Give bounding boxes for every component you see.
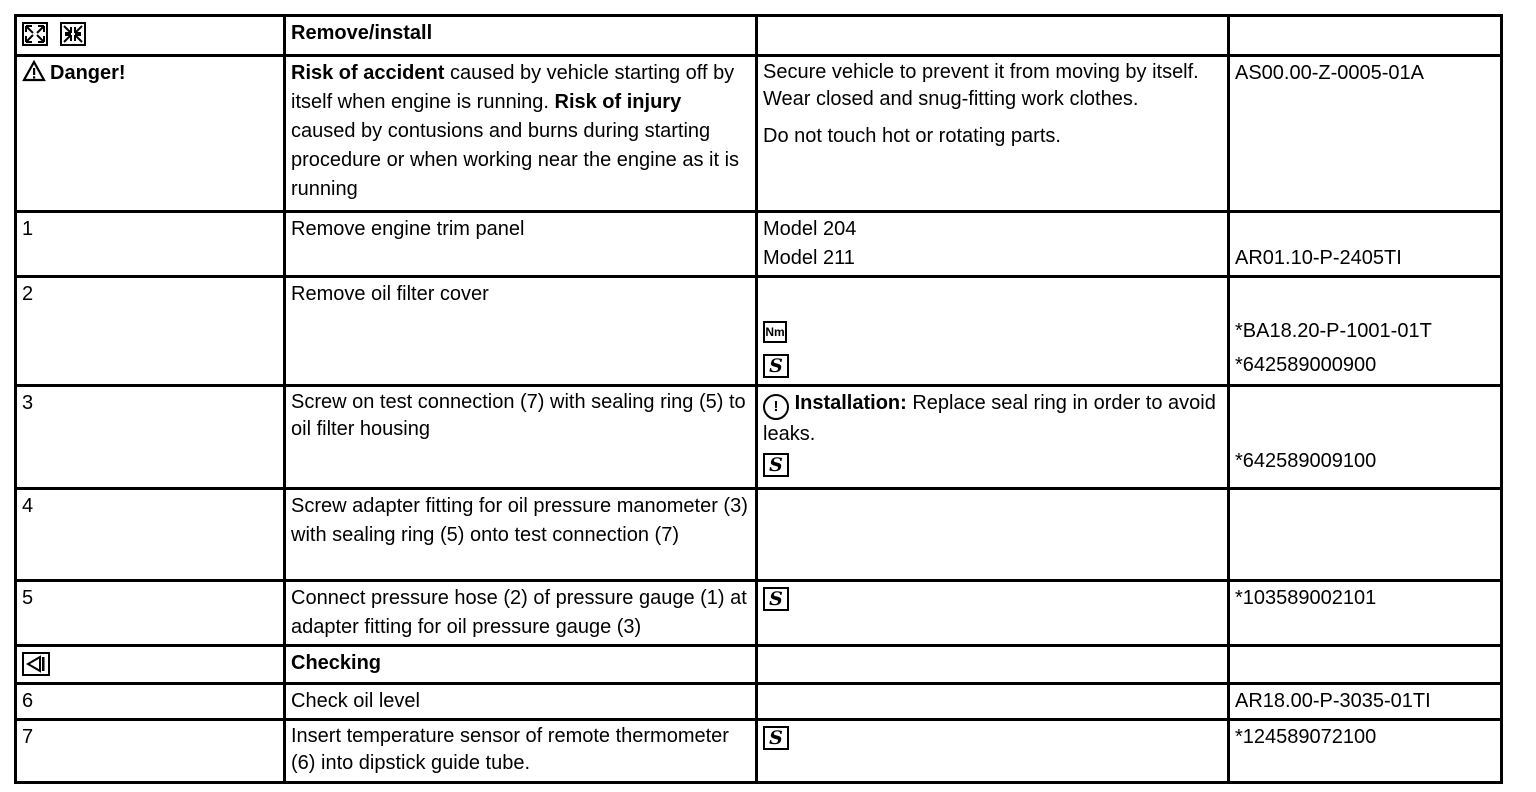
procedure-table: [14, 14, 1503, 784]
step-ref-cell: [1229, 720, 1502, 783]
step-text-cell: [285, 277, 757, 386]
danger-text-1: caused by vehicle starting off by itself when engine is running.: [291, 62, 735, 113]
step-num-cell: [16, 386, 285, 489]
step-text: Remove oil filter cover: [291, 283, 489, 305]
model-note-2: Model 211: [763, 247, 855, 269]
step-note-cell: [757, 684, 1229, 720]
danger-ref[interactable]: AS00.00-Z-0005-01A: [1235, 62, 1425, 84]
danger-bold-2: Risk of injury: [554, 91, 682, 113]
step-text: Screw adapter fitting for oil pressure manometer (3) with sealing ring (5) onto test connection (7): [291, 495, 748, 546]
step-note-cell: [757, 212, 1229, 277]
step-text: Insert temperature sensor of remote thermometer (6) into dipstick guide tube.: [291, 725, 729, 774]
section-title: Remove/install: [291, 22, 433, 44]
step-number: 2: [22, 283, 34, 305]
step-num-cell: [16, 277, 285, 386]
header-row: [16, 16, 1502, 56]
special-tool-icon[interactable]: S: [763, 726, 789, 750]
step-number: 5: [22, 587, 34, 609]
step-row-5: [16, 581, 1502, 646]
installation-info-icon: !: [763, 394, 789, 420]
step-row-3: [16, 386, 1502, 489]
danger-label-cell: [16, 56, 285, 212]
tool-ref-link[interactable]: *642589009100: [1235, 450, 1377, 472]
step-ref-cell: [1229, 212, 1502, 277]
special-tool-icon[interactable]: S: [763, 453, 789, 477]
warning-triangle-icon: [22, 60, 46, 91]
step-text-cell: [285, 386, 757, 489]
danger-action-1: Secure vehicle to prevent it from moving by itself.: [763, 61, 1199, 83]
step-number: 7: [22, 726, 34, 748]
header-icons-cell: [16, 16, 285, 56]
step-ref-link[interactable]: *BA18.20-P-1001-01T: [1235, 320, 1432, 342]
step-number: 1: [22, 218, 34, 240]
step-ref-cell: [1229, 277, 1502, 386]
danger-action-3: Do not touch hot or rotating parts.: [763, 125, 1061, 147]
danger-label: Danger!: [50, 62, 126, 84]
tool-ref-link[interactable]: *124589072100: [1235, 726, 1377, 748]
step-text: Check oil level: [291, 690, 420, 712]
step-num-cell: [16, 720, 285, 783]
step-num-cell: [16, 489, 285, 581]
step-text: Connect pressure hose (2) of pressure gauge (1) at adapter fitting for oil pressure gauge (3): [291, 587, 747, 638]
step-note-cell: [757, 581, 1229, 646]
tool-ref-link[interactable]: *642589000900: [1235, 354, 1377, 376]
step-row-1: [16, 212, 1502, 277]
step-text-cell: [285, 212, 757, 277]
step-ref-link[interactable]: AR01.10-P-2405TI: [1235, 247, 1402, 269]
checking-empty-cell: [757, 646, 1229, 684]
step-num-cell: [16, 212, 285, 277]
step-ref-cell: [1229, 581, 1502, 646]
tool-ref-link[interactable]: *103589002101: [1235, 587, 1377, 609]
danger-ref-cell: [1229, 56, 1502, 212]
checking-title-cell: [285, 646, 757, 684]
step-note-cell: [757, 720, 1229, 783]
step-note-cell: [757, 489, 1229, 581]
danger-text-2: caused by contusions and burns during starting procedure or when working near the engine as it is running: [291, 120, 740, 200]
step-row-4: [16, 489, 1502, 581]
step-number: 6: [22, 690, 34, 712]
danger-action-cell: [757, 56, 1229, 212]
header-empty-cell: [757, 16, 1229, 56]
step-text-cell: [285, 489, 757, 581]
step-text-cell: [285, 684, 757, 720]
expand-icon[interactable]: [22, 22, 48, 46]
step-ref-cell: [1229, 684, 1502, 720]
back-arrow-icon[interactable]: [22, 652, 50, 676]
model-note-1: Model 204: [763, 218, 857, 240]
checking-empty-cell-2: [1229, 646, 1502, 684]
step-ref-link[interactable]: AR18.00-P-3035-01TI: [1235, 690, 1431, 712]
danger-row: [16, 56, 1502, 212]
danger-action-2: Wear closed and snug-fitting work clothes.: [763, 88, 1139, 110]
step-note-cell: [757, 386, 1229, 489]
step-number: 4: [22, 495, 34, 517]
step-text: Remove engine trim panel: [291, 218, 525, 240]
special-tool-icon[interactable]: S: [763, 354, 789, 378]
step-text: Screw on test connection (7) with sealing ring (5) to oil filter housing: [291, 391, 746, 440]
checking-title: Checking: [291, 652, 382, 674]
step-row-7: [16, 720, 1502, 783]
step-text-cell: [285, 720, 757, 783]
step-note-cell: [757, 277, 1229, 386]
danger-bold-1: Risk of accident: [291, 62, 445, 84]
installation-label: Installation:: [794, 392, 907, 414]
collapse-icon[interactable]: [60, 22, 86, 46]
header-empty-cell-2: [1229, 16, 1502, 56]
installation-note: Replace seal ring in order to avoid leaks.: [763, 392, 1216, 445]
step-ref-cell: [1229, 489, 1502, 581]
torque-nm-icon[interactable]: Nm: [763, 321, 787, 343]
step-num-cell: [16, 581, 285, 646]
step-number: 3: [22, 392, 34, 414]
checking-icon-cell: [16, 646, 285, 684]
checking-row: [16, 646, 1502, 684]
step-text-cell: [285, 581, 757, 646]
danger-desc-cell: [285, 56, 757, 212]
special-tool-icon[interactable]: S: [763, 587, 789, 611]
step-num-cell: [16, 684, 285, 720]
header-title-cell: [285, 16, 757, 56]
step-row-6: [16, 684, 1502, 720]
step-ref-cell: [1229, 386, 1502, 489]
step-row-2: [16, 277, 1502, 386]
